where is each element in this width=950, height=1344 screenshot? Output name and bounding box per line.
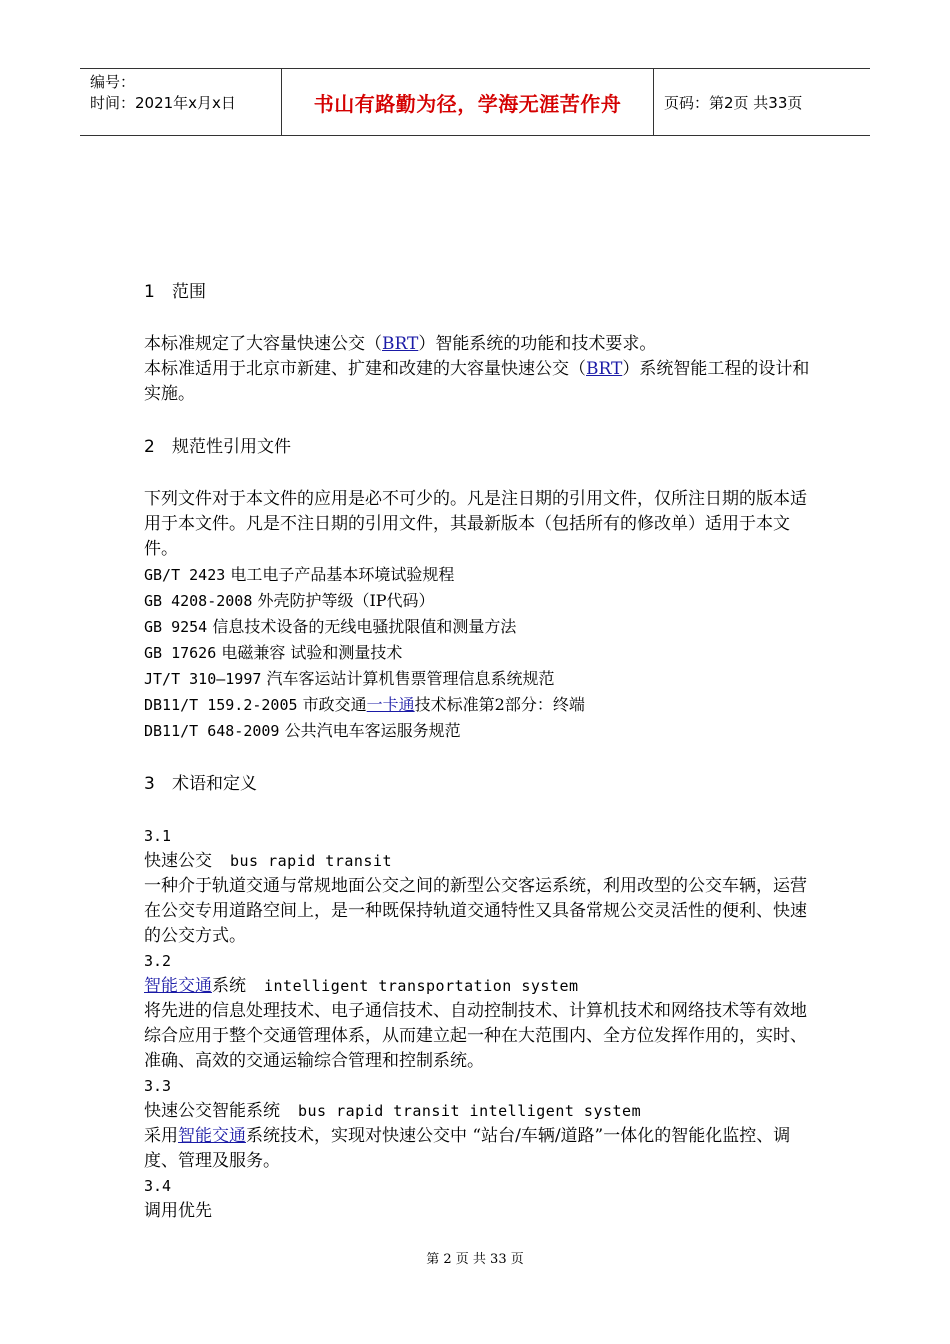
page-footer: 第 2 页 共 33 页 bbox=[426, 1252, 524, 1267]
reference-item: GB 17626 电磁兼容 试验和测量技术 bbox=[144, 643, 403, 662]
term-name: 调用优先 bbox=[144, 1201, 212, 1221]
term-number: 3.4 bbox=[144, 1177, 172, 1195]
its-link[interactable]: 智能交通 bbox=[144, 976, 212, 996]
term-definition: 将先进的信息处理技术、电子通信技术、自动控制技术、计算机技术和网络技术等有效地综合应用于整个交通管理体系，从而建立起一种在大范围内、全方位发挥作用的，实时、准确、高效的交通运输综合管理和控制系统。 bbox=[144, 1001, 807, 1071]
reference-item: DB11/T 159.2-2005 市政交通一卡通技术标准第2部分：终端 bbox=[144, 695, 585, 714]
reference-item: GB/T 2423 电工电子产品基本环境试验规程 bbox=[144, 565, 455, 584]
scope-paragraph-1: 本标准规定了大容量快速公交（BRT）智能系统的功能和技术要求。 bbox=[144, 334, 657, 354]
reference-item: GB 4208-2008 外壳防护等级（IP代码） bbox=[144, 591, 435, 610]
term-definition: 采用智能交通系统技术，实现对快速公交中 “站台/车辆/道路”一体化的智能化监控、调度、管理及服务。 bbox=[144, 1126, 791, 1171]
term-name: 快速公交 bus rapid transit bbox=[144, 851, 393, 871]
term-number: 3.1 bbox=[144, 827, 172, 845]
reference-item: JT/T 310—1997 汽车客运站计算机售票管理信息系统规范 bbox=[144, 669, 555, 688]
code-label: 编号： bbox=[90, 73, 136, 91]
term-definition: 一种介于轨道交通与常规地面公交之间的新型公交客运系统，利用改型的公交车辆，运营在公交专用道路空间上，是一种既保持轨道交通特性又具备常规公交灵活性的便利、快速的公交方式。 bbox=[144, 876, 807, 946]
brt-link[interactable]: BRT bbox=[382, 334, 419, 354]
term-name: 快速公交智能系统 bus rapid transit intelligent system bbox=[144, 1101, 642, 1121]
document-body bbox=[144, 278, 814, 1224]
time-label: 时间：2021年x月x日 bbox=[90, 94, 236, 112]
section-terms-body bbox=[144, 824, 814, 1224]
reference-item: DB11/T 648-2009 公共汽电车客运服务规范 bbox=[144, 721, 461, 740]
section-scope-body bbox=[144, 332, 814, 407]
section-heading-terms: 3 术语和定义 bbox=[144, 774, 257, 794]
term-number: 3.2 bbox=[144, 952, 172, 970]
scope-paragraph-2: 本标准适用于北京市新建、扩建和改建的大容量快速公交（BRT）系统智能工程的设计和实施。 bbox=[144, 359, 810, 404]
section-heading-references: 2 规范性引用文件 bbox=[144, 437, 291, 457]
page-header bbox=[80, 68, 870, 136]
brt-link[interactable]: BRT bbox=[586, 359, 623, 379]
term-number: 3.3 bbox=[144, 1077, 172, 1095]
term-name: 智能交通系统 intelligent transportation system bbox=[144, 976, 579, 996]
section-references-body bbox=[144, 487, 814, 744]
its-link[interactable]: 智能交通 bbox=[178, 1126, 246, 1146]
reference-item: GB 9254 信息技术设备的无线电骚扰限值和测量方法 bbox=[144, 617, 517, 636]
section-heading-scope: 1 范围 bbox=[144, 282, 206, 302]
references-intro: 下列文件对于本文件的应用是必不可少的。凡是注日期的引用文件，仅所注日期的版本适用于本文件。凡是不注日期的引用文件，其最新版本（包括所有的修改单）适用于本文件。 bbox=[144, 489, 807, 559]
header-meta bbox=[80, 69, 282, 135]
header-motto: 书山有路勤为径，学海无涯苦作舟 bbox=[282, 69, 654, 135]
header-page-info: 页码：第2页 共33页 bbox=[664, 93, 803, 112]
yikatong-link[interactable]: 一卡通 bbox=[366, 695, 415, 714]
